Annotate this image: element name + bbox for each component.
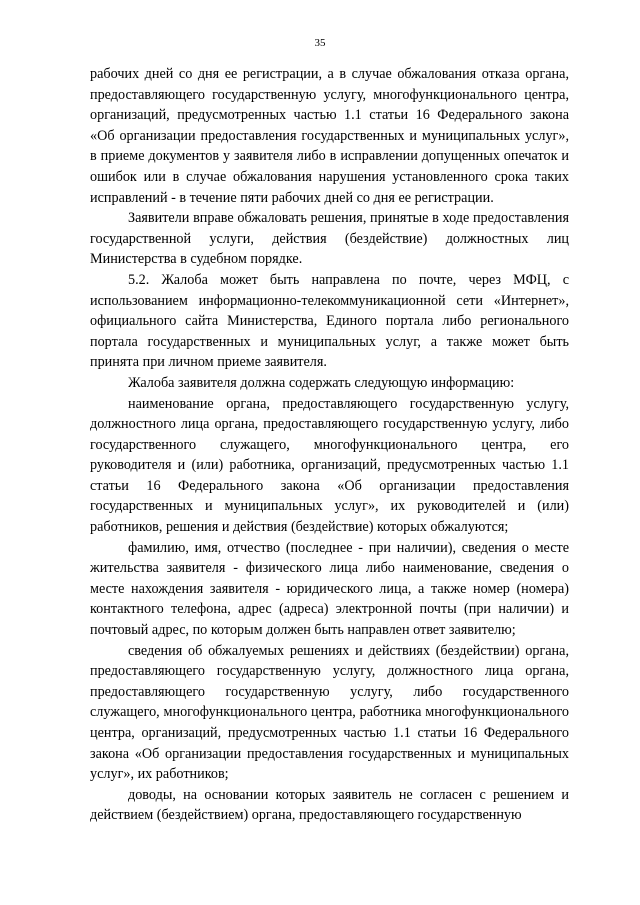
- paragraph: Заявители вправе обжаловать решения, принятые в ходе предоставления государственной услуги, действия (бездействие) должностных лиц Министерства в судебном порядке.: [90, 210, 569, 268]
- paragraph: 5.2. Жалоба может быть направлена по почте, через МФЦ, с использованием информационно-телекоммуникационной сети «Интернет», официального сайта Министерства, Единого портала либо регионального портала государственных и муниципальных услуг, а также может быть принята при личном приеме заявителя.: [90, 271, 569, 371]
- paragraph: рабочих дней со дня ее регистрации, а в случае обжалования отказа органа, предоставляющего государственную услугу, многофункционального центра, организаций, предусмотренных частью 1.1 статьи 16 Федерального закона «Об организации предоставления государственных и муниципальных услуг», в приеме документов у заявителя либо в исправлении допущенных опечаток и ошибок или в случае обжалования нарушения установленного срока таких исправлений - в течение пяти рабочих дней со дня ее регистрации.: [90, 66, 569, 206]
- paragraph: Жалоба заявителя должна содержать следующую информацию:: [128, 374, 515, 391]
- document-body: [90, 64, 569, 826]
- paragraph: доводы, на основании которых заявитель не согласен с решением и действием (бездействием) органа, предоставляющего государственную: [90, 786, 569, 824]
- paragraph: фамилию, имя, отчество (последнее - при наличии), сведения о месте жительства заявителя - физического лица либо наименование, сведения о месте нахождения заявителя - юридического лица, а также номер (номера) контактного телефона, адрес (адреса) электронной почты (при наличии) и почтовый адрес, по которым должен быть направлен ответ заявителю;: [90, 539, 569, 639]
- paragraph: наименование органа, предоставляющего государственную услугу, должностного лица органа, предоставляющего государственную услугу, либо государственного служащего, многофункционального центра, его руководителя и (или) работника, организаций, предусмотренных частью 1.1 статьи 16 Федерального закона «Об организации предоставления государственных и муниципальных услуг», их руководителей и (или) работников, решения и действия (бездействие) которых обжалуются;: [90, 395, 569, 536]
- page-number: 35: [314, 37, 326, 49]
- paragraph: сведения об обжалуемых решениях и действиях (бездействии) органа, предоставляющего государственную услугу, должностного лица органа, предоставляющего государственную услугу, либо государственного служащего, многофункционального центра, работника многофункционального центра, организаций, предусмотренных частью 1.1 статьи 16 Федерального закона «Об организации предоставления государственных и муниципальных услуг», их работников;: [90, 642, 569, 783]
